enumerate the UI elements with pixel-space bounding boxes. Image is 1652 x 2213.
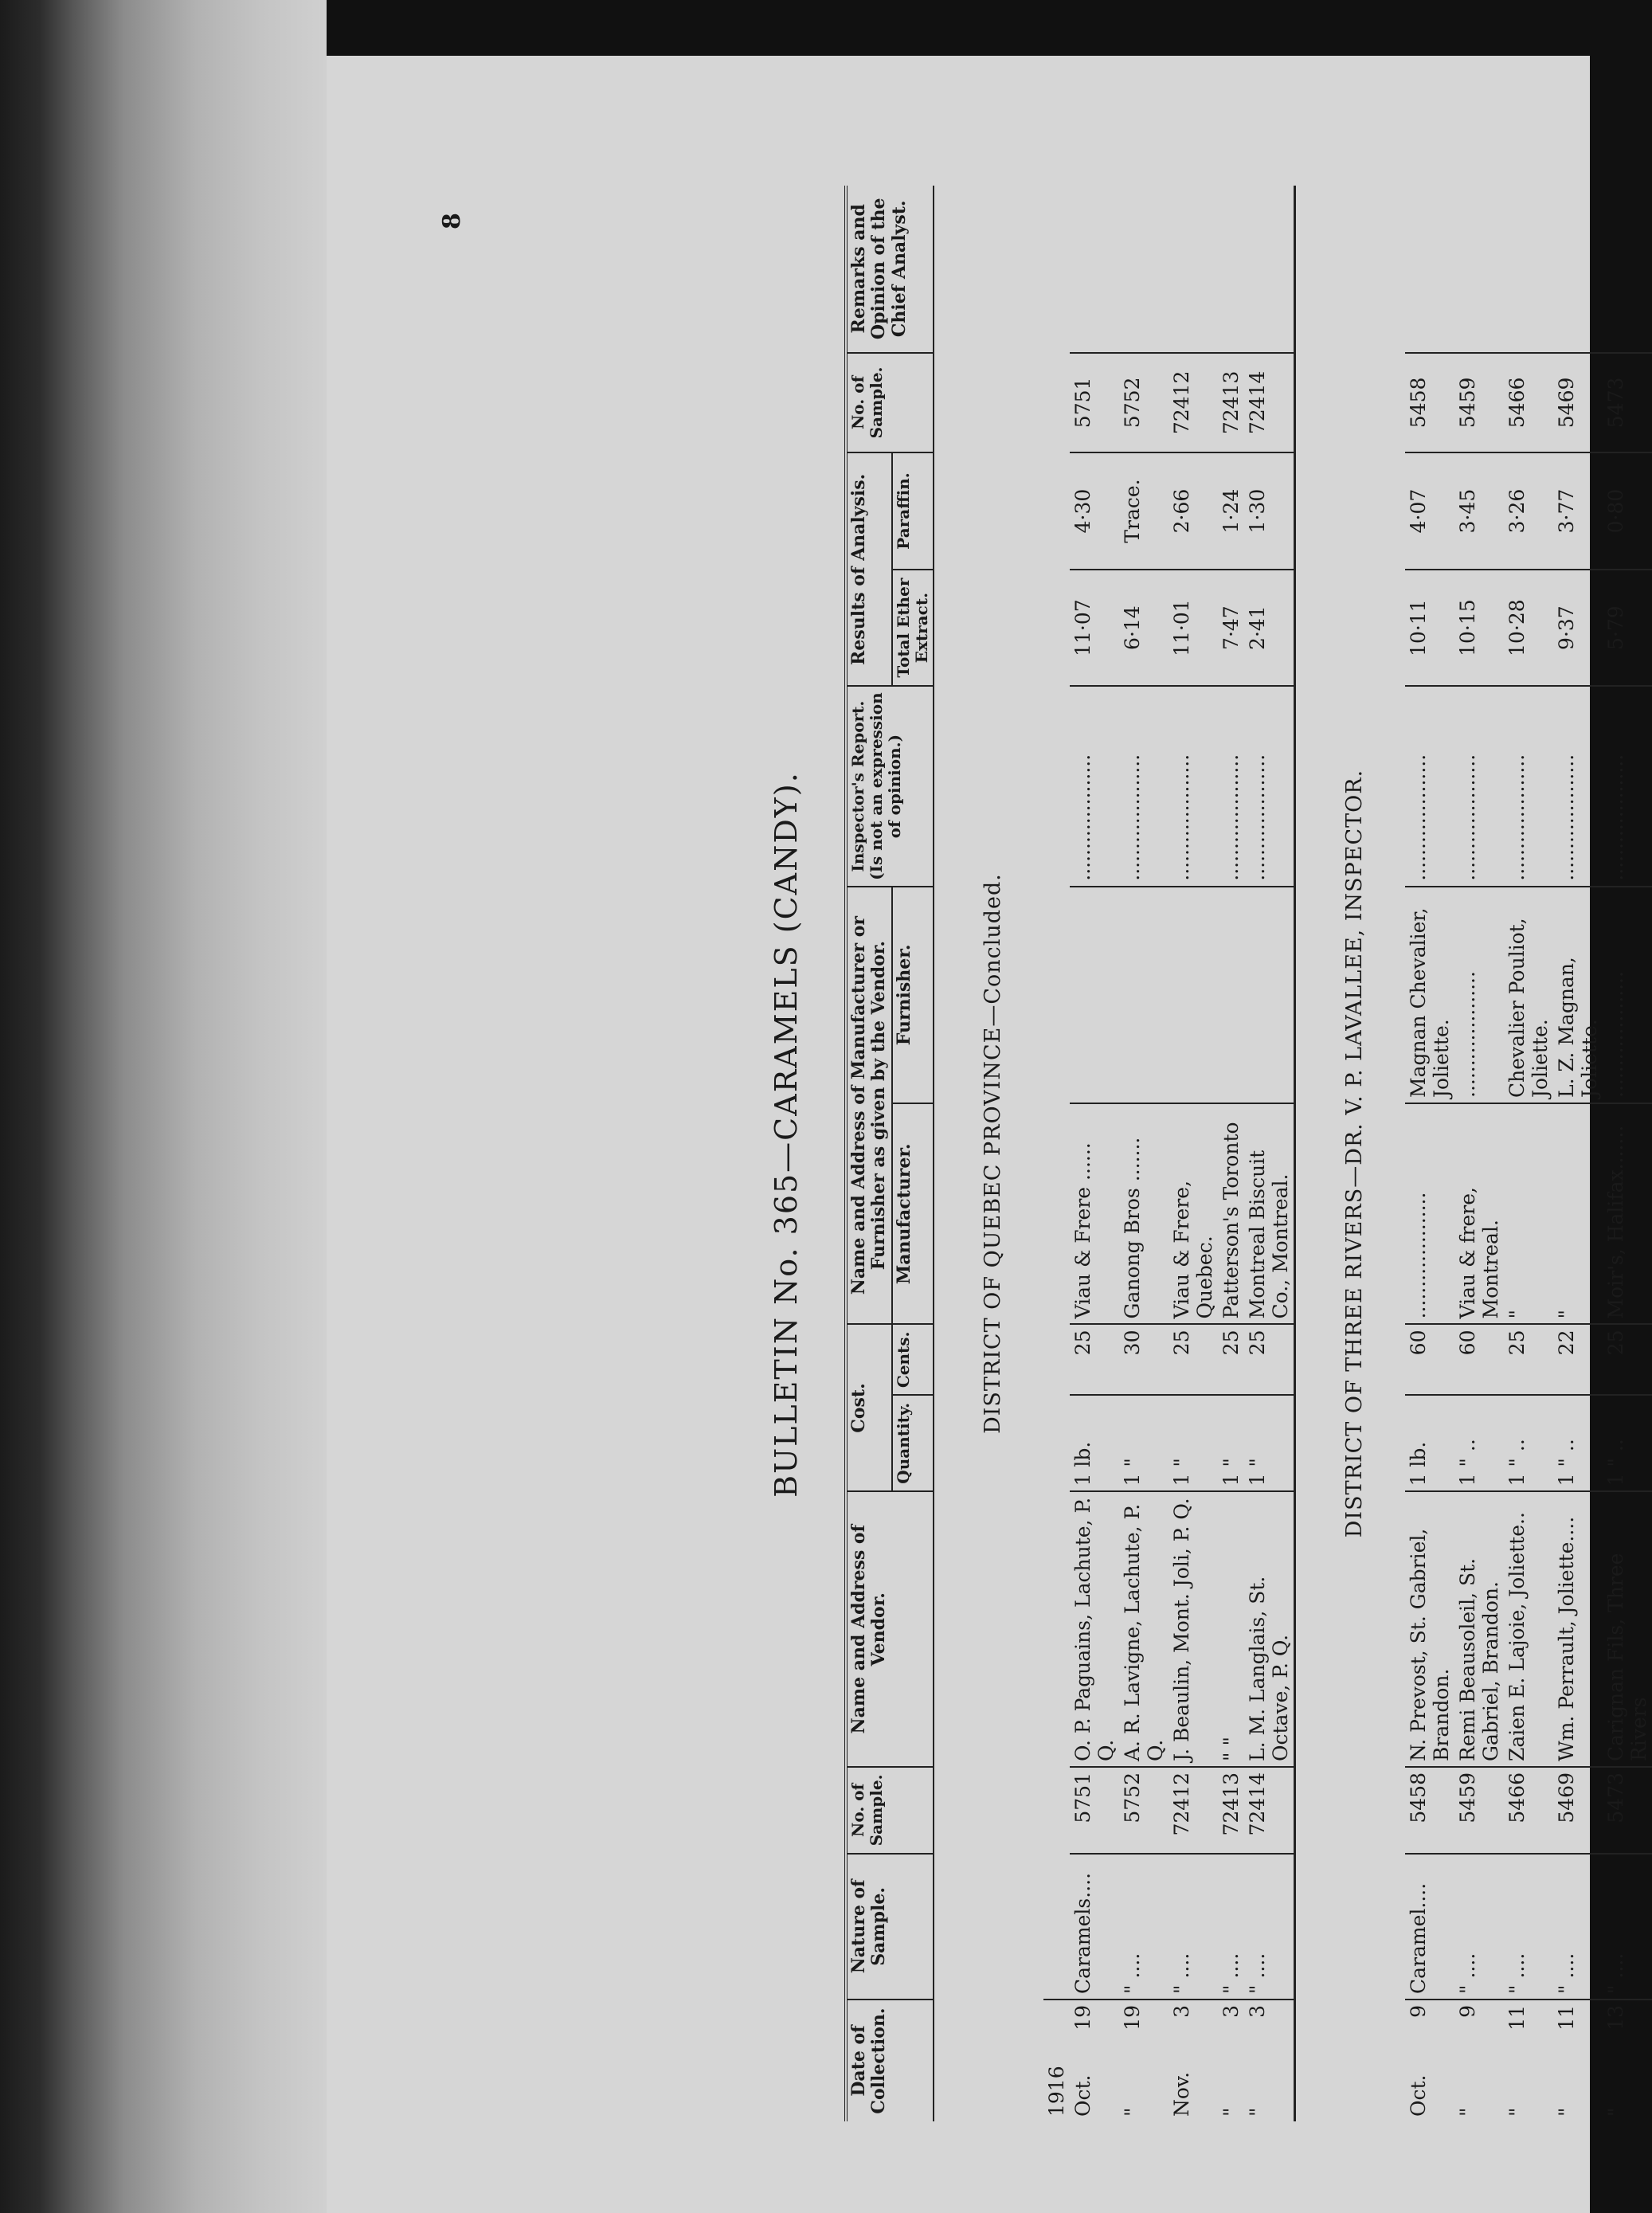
remarks-cell bbox=[1553, 186, 1603, 353]
manufacturer-cell: Viau & frere, Montreal. bbox=[1454, 1103, 1504, 1325]
nature-cell: " .... bbox=[1169, 1854, 1218, 2000]
sample-no-2-cell: 5751 bbox=[1070, 353, 1119, 453]
day-label: 9 bbox=[1406, 2004, 1430, 2018]
paraffin-cell: 1·24 bbox=[1218, 452, 1244, 570]
vendor-cell: Wm. Perrault, Joliette.... bbox=[1553, 1491, 1603, 1767]
paraffin-cell: 3·45 bbox=[1454, 452, 1504, 570]
sample-no-2-cell: 72413 bbox=[1218, 353, 1244, 453]
cents-cell: 22 bbox=[1553, 1325, 1603, 1396]
book-spine bbox=[0, 0, 327, 2213]
day-label: 3 bbox=[1219, 2004, 1243, 2018]
table-row bbox=[1119, 186, 1169, 2121]
ether-cell: 11·01 bbox=[1169, 570, 1218, 687]
sample-no-cell: 72414 bbox=[1244, 1767, 1295, 1854]
report-cell: .................... bbox=[1553, 686, 1603, 886]
manufacturer-cell: Ganong Bros ....... bbox=[1119, 1103, 1169, 1325]
table-row bbox=[1405, 186, 1454, 2121]
table-row bbox=[1603, 186, 1652, 2121]
cents-cell: 25 bbox=[1603, 1325, 1652, 1396]
furnisher-cell bbox=[1070, 887, 1119, 1103]
date-cell bbox=[1070, 2000, 1119, 2121]
vendor-cell: N. Prevost, St. Gabriel, Brandon. bbox=[1405, 1491, 1454, 1767]
month-label: " bbox=[1245, 2107, 1269, 2117]
vendor-cell: Remi Beausoleil, St. Gabriel, Brandon. bbox=[1454, 1491, 1504, 1767]
header-quantity: Quantity. bbox=[892, 1395, 934, 1491]
quantity-cell: 1 " .. bbox=[1603, 1395, 1652, 1491]
furnisher-cell: Magnan Chevalier, Joliette. bbox=[1405, 887, 1454, 1103]
table-row bbox=[1070, 186, 1119, 2121]
cents-cell: 25 bbox=[1218, 1325, 1244, 1396]
cents-cell: 25 bbox=[1169, 1325, 1218, 1396]
vendor-cell: Zaien E. Lajoie, Joliette.. bbox=[1504, 1491, 1553, 1767]
month-label: " bbox=[1554, 2107, 1578, 2117]
remarks-cell bbox=[1454, 186, 1504, 353]
header-date: Date of Collection. bbox=[846, 2000, 934, 2121]
sample-no-cell: 5752 bbox=[1119, 1767, 1169, 1854]
day-label: 19 bbox=[1071, 2004, 1094, 2031]
vendor-cell: A. R. Lavigne, Lachute, P. Q. bbox=[1119, 1491, 1169, 1767]
table-row bbox=[1169, 186, 1218, 2121]
table-row bbox=[1553, 186, 1603, 2121]
quantity-cell: 1 " .. bbox=[1504, 1395, 1553, 1491]
vendor-cell: O. P. Paguains, Lachute, P. Q. bbox=[1070, 1491, 1119, 1767]
furnisher-cell: .................... bbox=[1603, 887, 1652, 1103]
header-cost: Cost. bbox=[846, 1325, 892, 1492]
quantity-cell: 1 " .. bbox=[1454, 1395, 1504, 1491]
manufacturer-cell: Viau & Frere ...... bbox=[1070, 1103, 1119, 1325]
day-label: 3 bbox=[1245, 2004, 1269, 2018]
quantity-cell: 1 lb. bbox=[1070, 1395, 1119, 1491]
quantity-cell: 1 " bbox=[1169, 1395, 1218, 1491]
sample-no-cell: 5473 bbox=[1603, 1767, 1652, 1854]
cents-cell: 30 bbox=[1119, 1325, 1169, 1396]
table-row bbox=[1454, 186, 1504, 2121]
header-vendor: Name and Address of Vendor. bbox=[846, 1491, 934, 1767]
header-cents: Cents. bbox=[892, 1325, 934, 1396]
ether-cell: 6·14 bbox=[1119, 570, 1169, 687]
ether-cell: 10·28 bbox=[1504, 570, 1553, 687]
date-cell bbox=[1169, 2000, 1218, 2121]
report-cell: .................... bbox=[1454, 686, 1504, 886]
date-cell bbox=[1218, 2000, 1244, 2121]
manufacturer-cell: Montreal Biscuit Co., Montreal. bbox=[1244, 1103, 1295, 1325]
remarks-cell bbox=[1603, 186, 1652, 353]
header-nature: Nature of Sample. bbox=[846, 1854, 934, 2000]
quantity-cell: 1 " bbox=[1218, 1395, 1244, 1491]
paraffin-cell: Trace. bbox=[1119, 452, 1169, 570]
furnisher-cell bbox=[1218, 887, 1244, 1103]
paraffin-cell: 2·66 bbox=[1169, 452, 1218, 570]
quantity-cell: 1 " .. bbox=[1553, 1395, 1603, 1491]
paraffin-cell: 3·77 bbox=[1553, 452, 1603, 570]
sample-no-2-cell: 5752 bbox=[1119, 353, 1169, 453]
sample-no-2-cell: 5459 bbox=[1454, 353, 1504, 453]
sample-no-2-cell: 5469 bbox=[1553, 353, 1603, 453]
paraffin-cell: 1·30 bbox=[1244, 452, 1295, 570]
cents-cell: 60 bbox=[1405, 1325, 1454, 1396]
header-no-sample-2: No. of Sample. bbox=[846, 353, 934, 453]
quantity-cell: 1 " bbox=[1119, 1395, 1169, 1491]
furnisher-cell bbox=[1169, 887, 1218, 1103]
day-label: 13 bbox=[1603, 2004, 1627, 2031]
table-row bbox=[1244, 186, 1295, 2121]
furnisher-cell bbox=[1244, 887, 1295, 1103]
vendor-cell: Carignan Fils, Three Rivers bbox=[1603, 1491, 1652, 1767]
header-results: Results of Analysis. bbox=[846, 452, 892, 686]
date-cell bbox=[1504, 2000, 1553, 2121]
month-label: " bbox=[1505, 2107, 1529, 2117]
vendor-cell: J. Beaulin, Mont. Joli, P. Q. bbox=[1169, 1491, 1218, 1767]
month-label: " bbox=[1603, 2107, 1627, 2117]
furnisher-cell bbox=[1119, 887, 1169, 1103]
cents-cell: 60 bbox=[1454, 1325, 1504, 1396]
month-label: " bbox=[1455, 2107, 1479, 2117]
header-paraffin: Paraffin. bbox=[892, 452, 934, 570]
day-label: 11 bbox=[1554, 2004, 1578, 2031]
day-label: 3 bbox=[1169, 2004, 1193, 2018]
ether-cell: 10·11 bbox=[1405, 570, 1454, 687]
day-label: 19 bbox=[1120, 2004, 1144, 2031]
manufacturer-cell: Viau & Frere, Quebec. bbox=[1169, 1103, 1218, 1325]
manufacturer-cell: Moir's, Halifax....... bbox=[1603, 1103, 1652, 1325]
sample-no-cell: 5466 bbox=[1504, 1767, 1553, 1854]
furnisher-cell: Chevalier Pouliot, Joliette. bbox=[1504, 887, 1553, 1103]
sample-no-cell: 72413 bbox=[1218, 1767, 1244, 1854]
paraffin-cell: 0·80 bbox=[1603, 452, 1652, 570]
nature-cell: " .... bbox=[1454, 1854, 1504, 2000]
sample-no-2-cell: 5466 bbox=[1504, 353, 1553, 453]
date-cell bbox=[1454, 2000, 1504, 2121]
district-quebec: DISTRICT OF QUEBEC PROVINCE—Concluded. bbox=[980, 873, 1005, 1434]
remarks-cell bbox=[1405, 186, 1454, 353]
remarks-cell bbox=[1244, 186, 1295, 353]
nature-cell: " .... bbox=[1504, 1854, 1553, 2000]
manufacturer-cell: .................... bbox=[1405, 1103, 1454, 1325]
cents-cell: 25 bbox=[1244, 1325, 1295, 1396]
day-label: 9 bbox=[1455, 2004, 1479, 2018]
ether-cell: 10·15 bbox=[1454, 570, 1504, 687]
report-cell: .................... bbox=[1119, 686, 1169, 886]
ether-cell: 9·37 bbox=[1553, 570, 1603, 687]
furnisher-cell: L. Z. Magnan, Joliette. bbox=[1553, 887, 1603, 1103]
month-label: Nov. bbox=[1169, 2071, 1193, 2117]
sample-no-cell: 5459 bbox=[1454, 1767, 1504, 1854]
quantity-cell: 1 " bbox=[1244, 1395, 1295, 1491]
date-cell bbox=[1405, 2000, 1454, 2121]
report-cell: .................... bbox=[1504, 686, 1553, 886]
sample-no-2-cell: 72412 bbox=[1169, 353, 1218, 453]
sample-no-2-cell: 72414 bbox=[1244, 353, 1295, 453]
day-label: 11 bbox=[1505, 2004, 1529, 2031]
district-three-rivers: DISTRICT OF THREE RIVERS—DR. V. P. LAVALLEE, INSPECTOR. bbox=[1341, 769, 1367, 1538]
report-cell: .................... bbox=[1603, 686, 1652, 886]
nature-cell: " .... bbox=[1218, 1854, 1244, 2000]
page-title: BULLETIN No. 365—CARAMELS (CANDY). bbox=[769, 771, 804, 1498]
quantity-cell: 1 lb. bbox=[1405, 1395, 1454, 1491]
caramels-table bbox=[844, 186, 1652, 2121]
cents-cell: 25 bbox=[1070, 1325, 1119, 1396]
rotated-content bbox=[327, 56, 1650, 2213]
report-cell: .................... bbox=[1405, 686, 1454, 886]
date-cell bbox=[1119, 2000, 1169, 2121]
sample-no-cell: 5458 bbox=[1405, 1767, 1454, 1854]
nature-cell: " .... bbox=[1119, 1854, 1169, 2000]
report-cell: .................... bbox=[1169, 686, 1218, 886]
table-row bbox=[1218, 186, 1244, 2121]
document-page bbox=[327, 56, 1650, 2213]
remarks-cell bbox=[1070, 186, 1119, 353]
report-cell: .................... bbox=[1070, 686, 1119, 886]
remarks-cell bbox=[1119, 186, 1169, 353]
sample-no-cell: 5469 bbox=[1553, 1767, 1603, 1854]
report-cell: .................... bbox=[1218, 686, 1244, 886]
sample-no-2-cell: 5473 bbox=[1603, 353, 1652, 453]
manufacturer-cell: Patterson's Toronto bbox=[1218, 1103, 1244, 1325]
header-furnisher: Furnisher. bbox=[892, 887, 934, 1103]
paraffin-cell: 4·07 bbox=[1405, 452, 1454, 570]
nature-cell: Caramel.... bbox=[1405, 1854, 1454, 2000]
page-number: 8 bbox=[438, 213, 466, 229]
table-row bbox=[1504, 186, 1553, 2121]
remarks-cell bbox=[1218, 186, 1244, 353]
nature-cell: " .... bbox=[1553, 1854, 1603, 2000]
sample-no-cell: 72412 bbox=[1169, 1767, 1218, 1854]
nature-cell: Caramels.... bbox=[1070, 1854, 1119, 2000]
sample-no-2-cell: 5458 bbox=[1405, 353, 1454, 453]
year-label: 1916 bbox=[1044, 2066, 1068, 2117]
vendor-cell: L. M. Langlais, St. Octave, P. Q. bbox=[1244, 1491, 1295, 1767]
ether-cell: 7·47 bbox=[1218, 570, 1244, 687]
report-cell: .................... bbox=[1244, 686, 1295, 886]
header-name-address: Name and Address of Manufacturer or Furnisher as given by the Vendor. bbox=[846, 887, 892, 1325]
cents-cell: 25 bbox=[1504, 1325, 1553, 1396]
date-cell bbox=[1603, 2000, 1652, 2121]
header-no-sample: No. of Sample. bbox=[846, 1767, 934, 1854]
ether-cell: 11·07 bbox=[1070, 570, 1119, 687]
year-spacer bbox=[1043, 186, 1070, 2000]
header-remarks: Remarks and Opinion of the Chief Analyst. bbox=[846, 186, 934, 353]
manufacturer-cell: " bbox=[1504, 1103, 1553, 1325]
month-label: " bbox=[1120, 2107, 1144, 2117]
ether-cell: 5·79 bbox=[1603, 570, 1652, 687]
sample-no-cell: 5751 bbox=[1070, 1767, 1119, 1854]
nature-cell: " .... bbox=[1244, 1854, 1295, 2000]
nature-cell: " .... bbox=[1603, 1854, 1652, 2000]
remarks-cell bbox=[1504, 186, 1553, 353]
furnisher-cell: .................... bbox=[1454, 887, 1504, 1103]
date-cell bbox=[1553, 2000, 1603, 2121]
ether-cell: 2·41 bbox=[1244, 570, 1295, 687]
month-label: " bbox=[1219, 2107, 1243, 2117]
header-manufacturer: Manufacturer. bbox=[892, 1103, 934, 1325]
vendor-cell: " " bbox=[1218, 1491, 1244, 1767]
paraffin-cell: 3·26 bbox=[1504, 452, 1553, 570]
manufacturer-cell: " bbox=[1553, 1103, 1603, 1325]
month-label: Oct. bbox=[1406, 2074, 1430, 2117]
header-total-ether: Total Ether Extract. bbox=[892, 570, 934, 687]
month-label: Oct. bbox=[1071, 2074, 1094, 2117]
paraffin-cell: 4·30 bbox=[1070, 452, 1119, 570]
remarks-cell bbox=[1169, 186, 1218, 353]
header-inspector-report: Inspector's Report. (Is not an expression of opinion.) bbox=[846, 686, 934, 886]
date-cell bbox=[1244, 2000, 1295, 2121]
